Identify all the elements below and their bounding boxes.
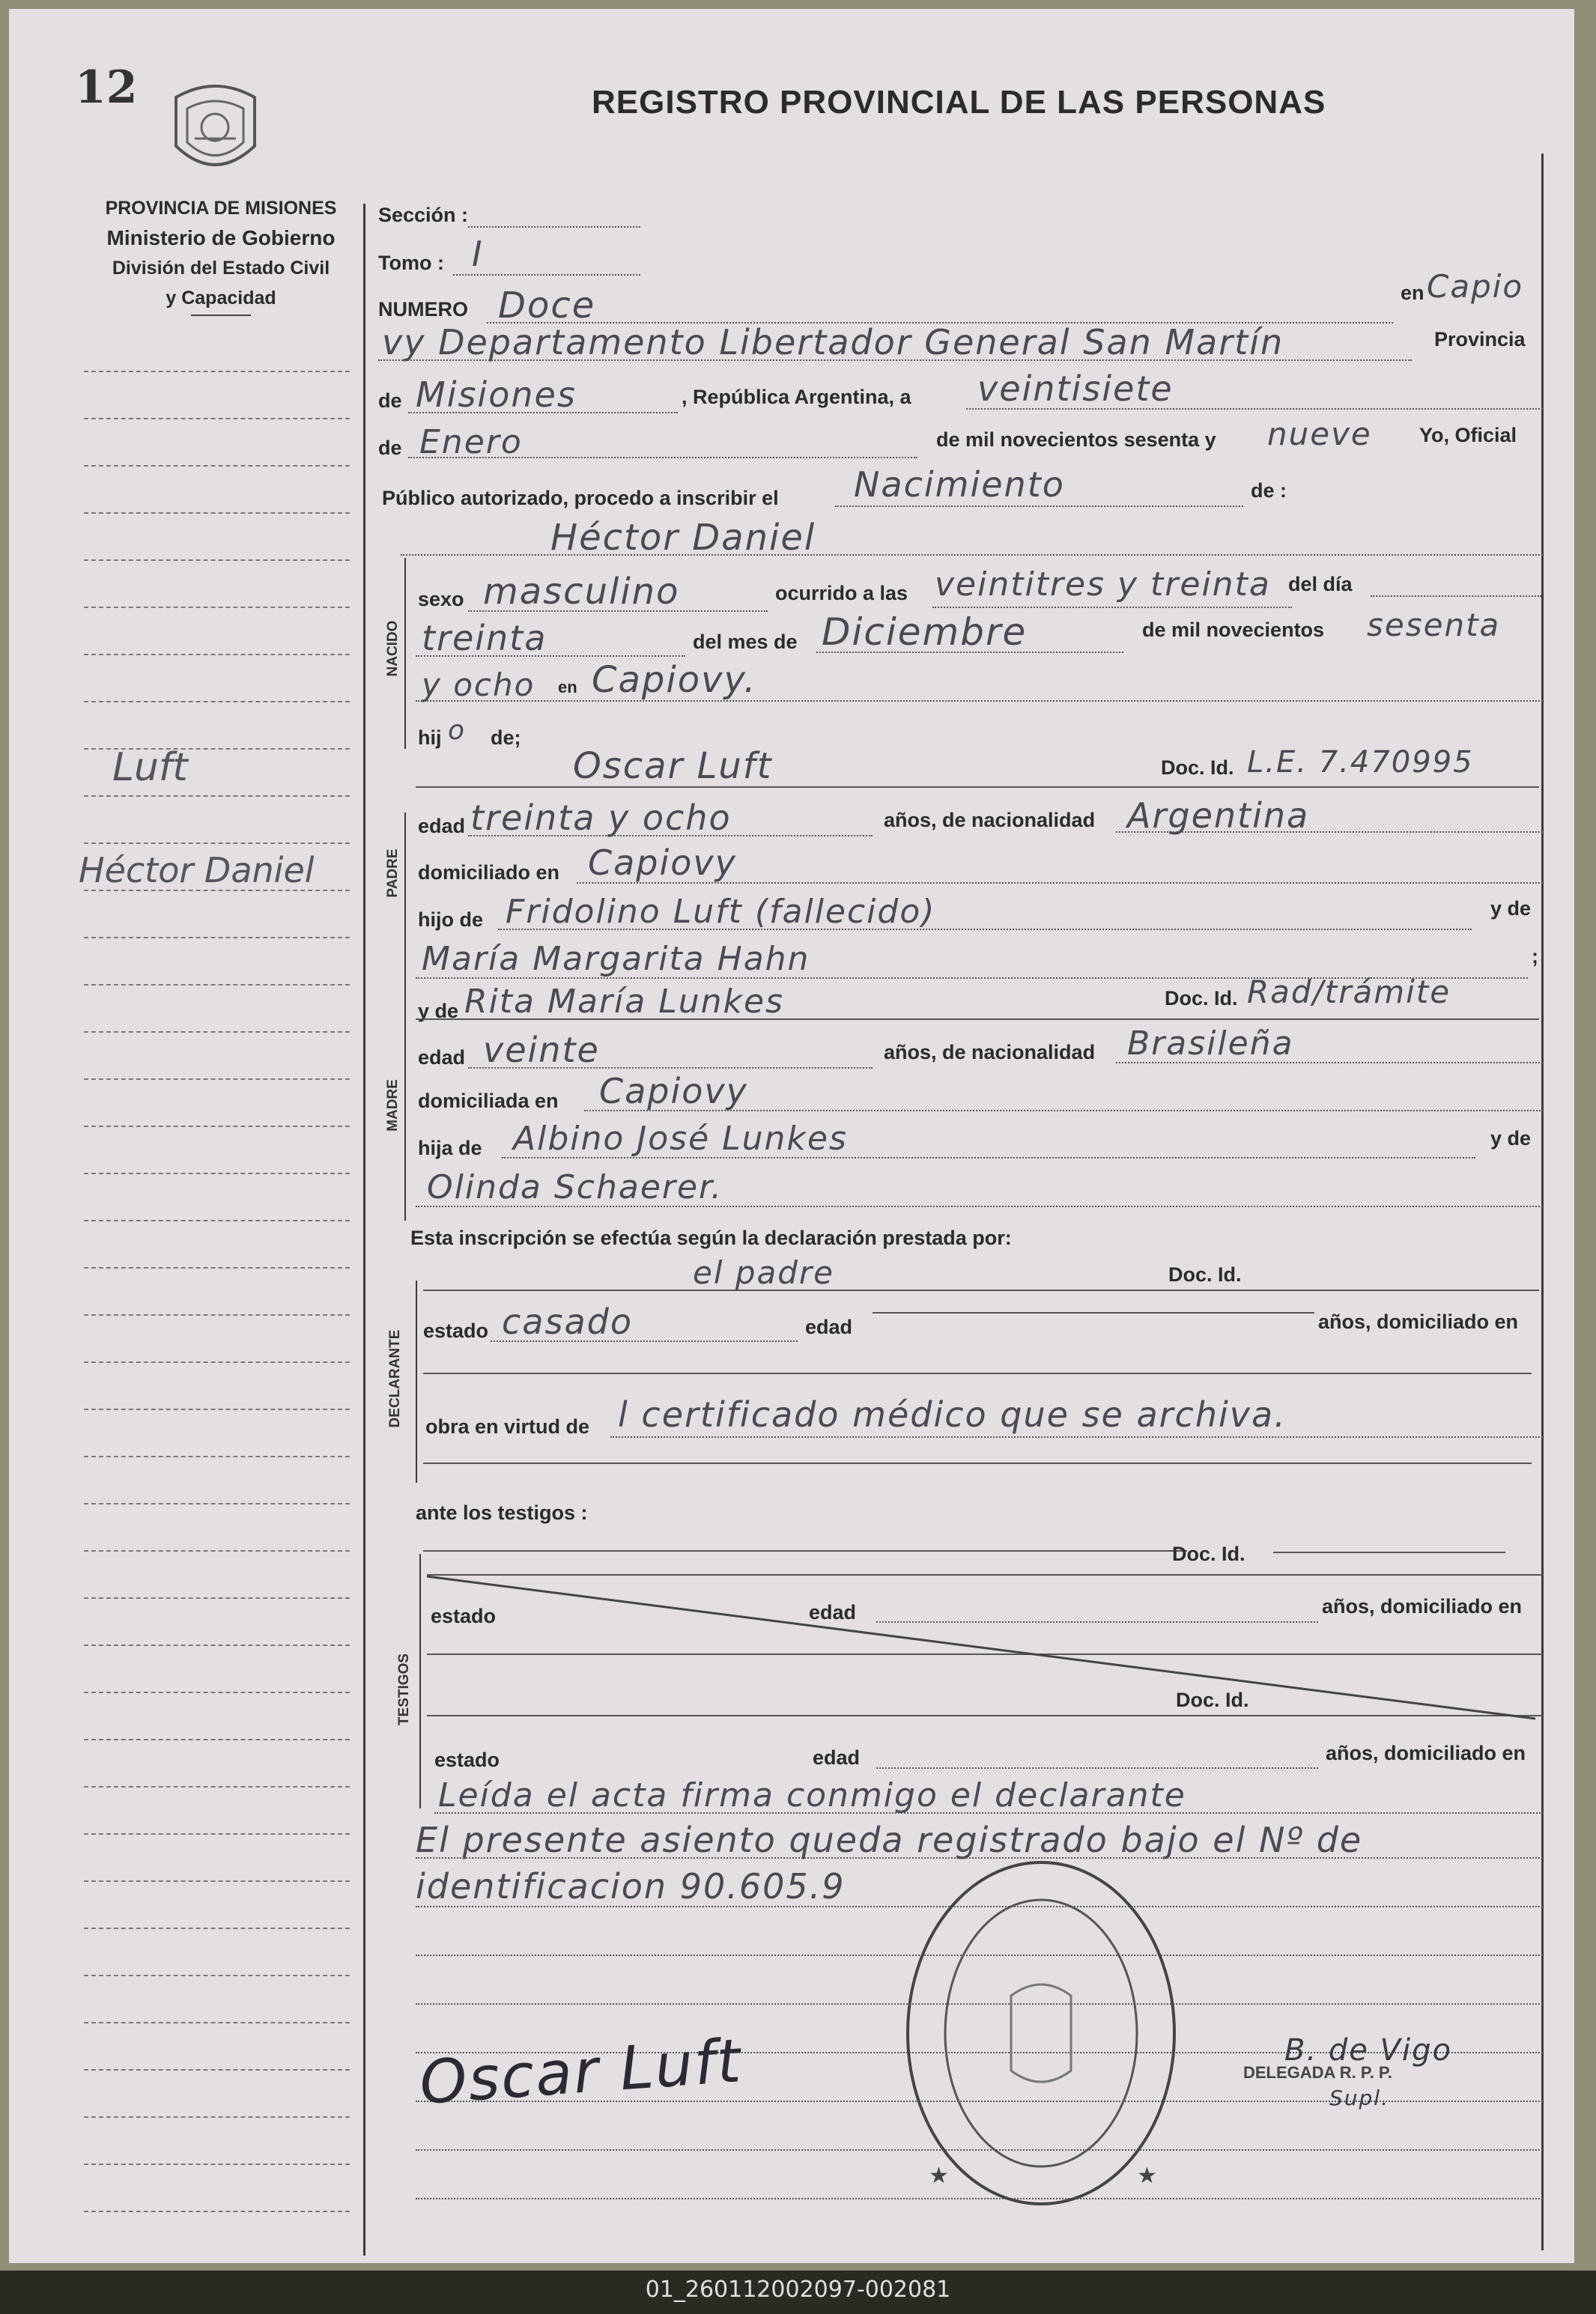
madre-nombre: Rita María Lunkes (464, 983, 784, 1021)
padre-hijo-de: Fridolino Luft (fallecido) (506, 893, 936, 931)
label-yo-oficial: Yo, Oficial (1419, 424, 1517, 446)
testigo2-edad-line (876, 1767, 1318, 1769)
madre-edad-line (468, 1067, 873, 1069)
label-doc-id-madre: Doc. Id. (1165, 987, 1238, 1009)
official-seal (899, 1853, 1183, 2213)
margin-rule (84, 1361, 350, 1363)
place-line (378, 359, 1412, 361)
label-sexo: sexo (418, 588, 464, 610)
label-estado-testigo2: estado (434, 1749, 500, 1771)
semicolon: ; (1532, 945, 1538, 968)
label-anios-dom-testigo2: años, domiciliado en (1326, 1742, 1526, 1764)
madre-top-rule (416, 1018, 1539, 1020)
madre-edad: veinte (483, 1030, 600, 1070)
decl-edad-rule (873, 1312, 1314, 1314)
hija-de-line (502, 1157, 1475, 1158)
padre-nombre: Oscar Luft (573, 745, 773, 787)
sexo-line (468, 610, 768, 612)
section-label-declarante: DECLARANTE (387, 1329, 403, 1428)
margin-rule (84, 937, 350, 938)
padre-doc: L.E. 7.470995 (1247, 745, 1474, 780)
margin-rule (84, 2116, 350, 2118)
label-obra: obra en virtud de (425, 1415, 590, 1438)
svg-text:★: ★ (1137, 2163, 1157, 2189)
label-republica: , República Argentina, a (682, 386, 911, 408)
lugar-line (416, 700, 1543, 702)
officer-supl: Supl. (1329, 2086, 1389, 2110)
declarante-top-rule (423, 1290, 1539, 1291)
margin-rule (84, 984, 350, 986)
issuing-office (71, 193, 371, 316)
padre-bracket (404, 813, 406, 1003)
mes-value: Diciembre (822, 610, 1028, 654)
label-del-mes: del mes de (693, 631, 798, 653)
margin-rule (84, 1739, 350, 1740)
nacido-bracket (404, 558, 406, 749)
margin-rule (84, 654, 350, 655)
label-edad-testigo1: edad (809, 1601, 857, 1624)
margin-rule (84, 1503, 350, 1504)
provincia-value: Misiones (416, 374, 577, 415)
en-place: Capio (1427, 268, 1524, 305)
leida-line (434, 1812, 1543, 1814)
label-domiciliada-madre: domiciliada en (418, 1090, 559, 1112)
hora-value: veintitres y treinta (935, 565, 1271, 604)
margin-rule (84, 1456, 350, 1457)
label-seccion: Sección : (378, 204, 469, 226)
label-mil-nov: de mil novecientos (1142, 619, 1325, 641)
margin-rule (84, 465, 350, 467)
signature-father: Oscar Luft (417, 2026, 744, 2118)
label-mil-novecientos: de mil novecientos sesenta y (936, 428, 1216, 451)
label-doc-id-padre: Doc. Id. (1161, 756, 1234, 779)
hijo-de-line (498, 929, 1472, 930)
margin-rule (84, 418, 350, 419)
margin-rule (84, 1645, 350, 1646)
label-anios-nac-madre: años, de nacionalidad (884, 1041, 1096, 1063)
label-doc-id-testigo1: Doc. Id. (1172, 1543, 1245, 1565)
padre-edad: treinta y ocho (470, 798, 732, 838)
section-label-madre: MADRE (385, 1079, 401, 1132)
year-suffix: nueve (1267, 416, 1372, 452)
dia-line (416, 655, 685, 657)
madre-hija-de: Albino José Lunkes (513, 1120, 848, 1158)
label-de-semi: de; (491, 726, 521, 749)
madre-madre: Olinda Schaerer. (427, 1168, 723, 1206)
obra-rule-2 (423, 1463, 1532, 1464)
svg-text:★: ★ (929, 2163, 949, 2189)
signature-officer: B. de Vigo (1284, 2033, 1452, 2068)
margin-rule (84, 701, 350, 702)
label-edad-testigo2: edad (813, 1746, 861, 1769)
margin-rule (84, 607, 350, 608)
del-dia-line (1371, 595, 1541, 597)
madre-nacionalidad: Brasileña (1127, 1024, 1294, 1063)
margin-rule (84, 1928, 350, 1929)
madre-doc: Rad/trámite (1247, 974, 1451, 1010)
margin-rule (84, 1597, 350, 1599)
padre-domicilio: Capiovy (588, 842, 737, 883)
hora-line (932, 607, 1292, 608)
label-esta-inscripcion: Esta inscripción se efectúa según la declaración prestada por: (410, 1227, 1012, 1249)
margin-rule (84, 1692, 350, 1693)
margin-given-names: Héctor Daniel (79, 850, 315, 890)
stamp-delegada: DELEGADA R. P. P. (1243, 2063, 1392, 2082)
declarante-bracket (416, 1281, 417, 1483)
label-ante-testigos: ante los testigos : (416, 1501, 588, 1524)
anio-continuation: y ocho (422, 666, 535, 703)
org-divider (191, 315, 251, 316)
margin-rule (84, 1267, 350, 1269)
label-estado-declarante: estado (423, 1320, 489, 1342)
main-right-rule (1541, 154, 1544, 2250)
mes-line (816, 652, 1123, 653)
label-de: de (378, 389, 402, 412)
label-en: en (1401, 282, 1424, 304)
margin-rule (84, 1880, 350, 1882)
declarante-value: el padre (693, 1254, 835, 1291)
place-continuation: vy Departamento Libertador General San Martín (382, 322, 1284, 362)
provincia-line (408, 412, 678, 413)
label-hijo-de: hijo de (418, 908, 483, 931)
margin-rule (84, 842, 350, 844)
margin-rule (84, 2163, 350, 2165)
obra-value: l certificado médico que se archiva. (618, 1394, 1287, 1435)
madre-madre-line (416, 1206, 1543, 1207)
tomo-line (453, 274, 640, 276)
name-line (401, 554, 1543, 556)
label-edad-padre: edad (418, 815, 466, 837)
act-type-line (835, 505, 1243, 507)
label-estado-testigo1: estado (431, 1605, 497, 1627)
madre-domicilio: Capiovy (599, 1071, 748, 1111)
margin-rule (84, 1031, 350, 1033)
margin-rule (84, 1314, 350, 1316)
madre-bracket (404, 996, 406, 1221)
margin-rule (84, 1173, 350, 1174)
org-line-2: Ministerio de Gobierno (106, 226, 336, 249)
leida-note: Leída el acta firma conmigo el declarante (438, 1776, 1186, 1815)
label-hija-de: hija de (418, 1137, 482, 1159)
label-domiciliado-padre: domiciliado en (418, 861, 560, 884)
date-month-line (408, 457, 917, 458)
margin-rule (84, 512, 350, 514)
document-title: REGISTRO PROVINCIAL DE LAS PERSONAS (592, 84, 1326, 121)
label-y-de-madre-2: y de (1490, 1127, 1532, 1150)
section-label-testigos: TESTIGOS (396, 1653, 412, 1726)
padre-top-rule (416, 786, 1539, 788)
margin-rule (84, 1409, 350, 1410)
madre-nac-line (1116, 1062, 1543, 1063)
label-edad-declarante: edad (805, 1316, 853, 1338)
margin-rule (84, 1550, 350, 1552)
provincial-emblem-icon (161, 75, 270, 183)
label-edad-madre: edad (418, 1046, 466, 1069)
label-anios-dom-testigo1: años, domiciliado en (1322, 1595, 1523, 1618)
label-doc-id-testigo2: Doc. Id. (1176, 1689, 1249, 1711)
lugar-nacimiento: Capiovy. (592, 659, 757, 701)
label-doc-id-declarante: Doc. Id. (1168, 1263, 1242, 1286)
cancel-diagonal-line (419, 1573, 1543, 1722)
section-label-padre: PADRE (385, 848, 401, 898)
margin-rule (84, 559, 350, 561)
padre-nac-line (1116, 831, 1543, 833)
padre-dom-line (577, 882, 1543, 884)
madre-dom-line (584, 1110, 1543, 1111)
date-day: veintisiete (977, 368, 1174, 409)
seccion-line (468, 226, 640, 228)
identificacion-note: identificacion 90.605.9 (416, 1866, 846, 1907)
label-publico: Público autorizado, procedo a inscribir el (382, 487, 779, 509)
padre-madre: María Margarita Hahn (422, 940, 810, 978)
label-de-colon: de : (1251, 479, 1287, 502)
label-tomo: Tomo : (378, 252, 444, 274)
declarante-estado: casado (502, 1302, 633, 1342)
label-de-2: de (378, 437, 402, 459)
margin-rule (84, 371, 350, 372)
margin-rule (84, 1975, 350, 1976)
page-number: 12 (75, 61, 138, 114)
act-type: Nacimiento (854, 464, 1065, 505)
testigo1-doc-rule (1273, 1552, 1505, 1553)
label-del-dia: del día (1288, 573, 1353, 595)
decl-estado-line (491, 1340, 798, 1342)
tomo-value: I (472, 234, 484, 274)
obra-line (610, 1436, 1543, 1438)
margin-rule (84, 1078, 350, 1080)
date-day-line (966, 408, 1543, 410)
label-hij: hij (418, 726, 442, 749)
dia-value: treinta (422, 618, 547, 658)
hij-suffix: o (448, 715, 467, 746)
org-line-3: División del Estado Civil (112, 258, 330, 279)
anio-value: sesenta (1367, 607, 1501, 643)
presente-note: El presente asiento queda registrado bajo el Nº de (416, 1820, 1363, 1860)
margin-rule (84, 2069, 350, 2071)
sexo-value: masculino (483, 571, 680, 613)
main-left-rule (363, 204, 365, 2256)
margin-rule (84, 795, 350, 797)
label-y-de-madre: y de (418, 1000, 459, 1022)
margin-rule (84, 1786, 350, 1788)
label-ocurrido: ocurrido a las (775, 582, 908, 604)
testigo1-rule (423, 1550, 1187, 1552)
label-provincia: Provincia (1434, 328, 1526, 350)
decl-dom-rule (423, 1373, 1532, 1374)
label-anios-dom-declarante: años, domiciliado en (1318, 1311, 1519, 1333)
margin-rule (84, 1126, 350, 1127)
label-numero: NUMERO (378, 298, 468, 321)
margin-rule (84, 1833, 350, 1835)
padre-edad-line (468, 835, 873, 836)
section-label-nacido: NACIDO (385, 620, 401, 677)
padre-nacionalidad: Argentina (1127, 795, 1310, 836)
org-line-4: y Capacidad (166, 288, 276, 309)
margin-surname: Luft (112, 745, 188, 790)
margin-rule (84, 1220, 350, 1221)
numero-value: Doce (498, 285, 596, 327)
date-month: Enero (419, 423, 523, 461)
label-en-lugar: en (558, 678, 577, 696)
file-caption: 01_260112002097-002081 (645, 2277, 951, 2303)
label-y-de: y de (1490, 897, 1532, 920)
margin-rule (84, 2211, 350, 2212)
registrant-name: Héctor Daniel (550, 517, 816, 559)
margin-rule (84, 2022, 350, 2023)
org-line-1: PROVINCIA DE MISIONES (105, 198, 337, 219)
label-anios-nac-padre: años, de nacionalidad (884, 809, 1096, 831)
